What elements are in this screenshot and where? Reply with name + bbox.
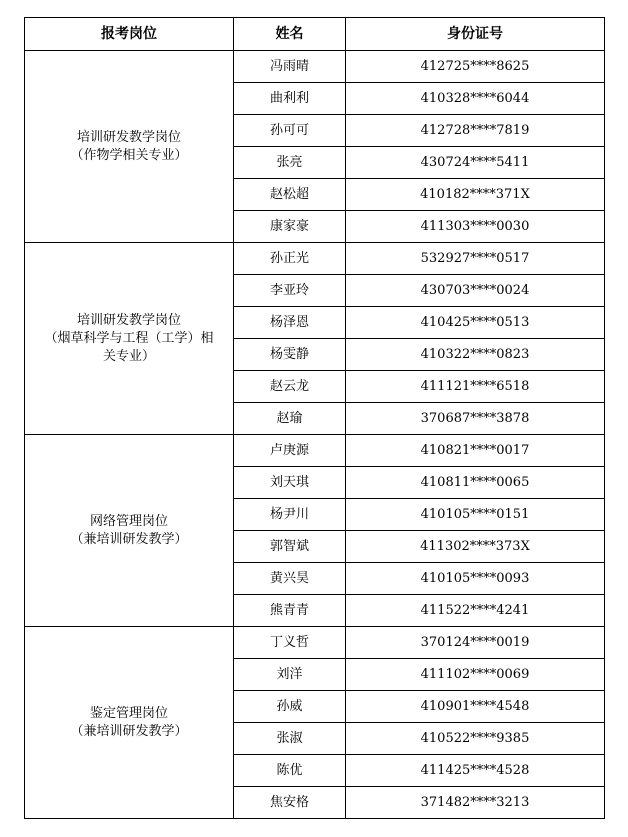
table-row: [25, 435, 605, 467]
id-cell: 410328****6044: [346, 83, 605, 115]
header-post: 报考岗位: [25, 18, 234, 51]
header-id: 身份证号: [346, 18, 605, 51]
post-line: 培训研发教学岗位: [76, 129, 181, 145]
name-cell: 杨雯静: [234, 339, 346, 371]
name-cell: 刘天琪: [234, 467, 346, 499]
id-cell: 410901****4548: [346, 691, 605, 723]
name-cell: 曲利利: [234, 83, 346, 115]
name-cell: 赵云龙: [234, 371, 346, 403]
table-body: [25, 51, 605, 819]
header-row: [25, 18, 605, 51]
table-row: [25, 51, 605, 83]
name-cell: 孙可可: [234, 115, 346, 147]
id-cell: 411102****0069: [346, 659, 605, 691]
name-cell: 焦安格: [234, 787, 346, 819]
post-line: （烟草科学与工程（工学）相: [44, 330, 214, 346]
name-cell: 卢庚源: [234, 435, 346, 467]
id-cell: 532927****0517: [346, 243, 605, 275]
header-name: 姓名: [234, 18, 346, 51]
name-cell: 杨尹川: [234, 499, 346, 531]
id-cell: 410821****0017: [346, 435, 605, 467]
id-cell: 410105****0151: [346, 499, 605, 531]
id-cell: 410425****0513: [346, 307, 605, 339]
name-cell: 丁义哲: [234, 627, 346, 659]
id-cell: 370124****0019: [346, 627, 605, 659]
post-cell: [25, 51, 234, 243]
id-cell: 410322****0823: [346, 339, 605, 371]
name-cell: 李亚玲: [234, 275, 346, 307]
post-line: （兼培训研发教学）: [70, 723, 188, 739]
id-cell: 411302****373X: [346, 531, 605, 563]
id-cell: 410522****9385: [346, 723, 605, 755]
name-cell: 熊青青: [234, 595, 346, 627]
id-cell: 371482****3213: [346, 787, 605, 819]
id-cell: 412728****7819: [346, 115, 605, 147]
name-cell: 郭智斌: [234, 531, 346, 563]
id-cell: 410182****371X: [346, 179, 605, 211]
post-line: 培训研发教学岗位: [76, 312, 181, 328]
name-cell: 杨泽恩: [234, 307, 346, 339]
id-cell: 430703****0024: [346, 275, 605, 307]
post-cell: [25, 243, 234, 435]
name-cell: 黄兴昊: [234, 563, 346, 595]
post-line: （兼培训研发教学）: [70, 531, 188, 547]
id-cell: 410811****0065: [346, 467, 605, 499]
post-cell: [25, 627, 234, 819]
table-row: [25, 243, 605, 275]
name-cell: 刘洋: [234, 659, 346, 691]
name-cell: 孙威: [234, 691, 346, 723]
id-cell: 411121****6518: [346, 371, 605, 403]
id-cell: 412725****8625: [346, 51, 605, 83]
post-line: 鉴定管理岗位: [89, 705, 168, 721]
table-row: [25, 627, 605, 659]
id-cell: 430724****5411: [346, 147, 605, 179]
post-line: 关专业）: [102, 348, 155, 364]
id-cell: 410105****0093: [346, 563, 605, 595]
post-line: 网络管理岗位: [89, 513, 168, 529]
id-cell: 411522****4241: [346, 595, 605, 627]
id-cell: 370687****3878: [346, 403, 605, 435]
id-cell: 411303****0030: [346, 211, 605, 243]
candidate-table: [24, 17, 605, 819]
post-line: （作物学相关专业）: [70, 147, 188, 163]
name-cell: 张亮: [234, 147, 346, 179]
name-cell: 孙正光: [234, 243, 346, 275]
name-cell: 赵瑜: [234, 403, 346, 435]
name-cell: 张淑: [234, 723, 346, 755]
post-cell: [25, 435, 234, 627]
name-cell: 冯雨晴: [234, 51, 346, 83]
name-cell: 康家豪: [234, 211, 346, 243]
id-cell: 411425****4528: [346, 755, 605, 787]
name-cell: 赵松超: [234, 179, 346, 211]
name-cell: 陈优: [234, 755, 346, 787]
